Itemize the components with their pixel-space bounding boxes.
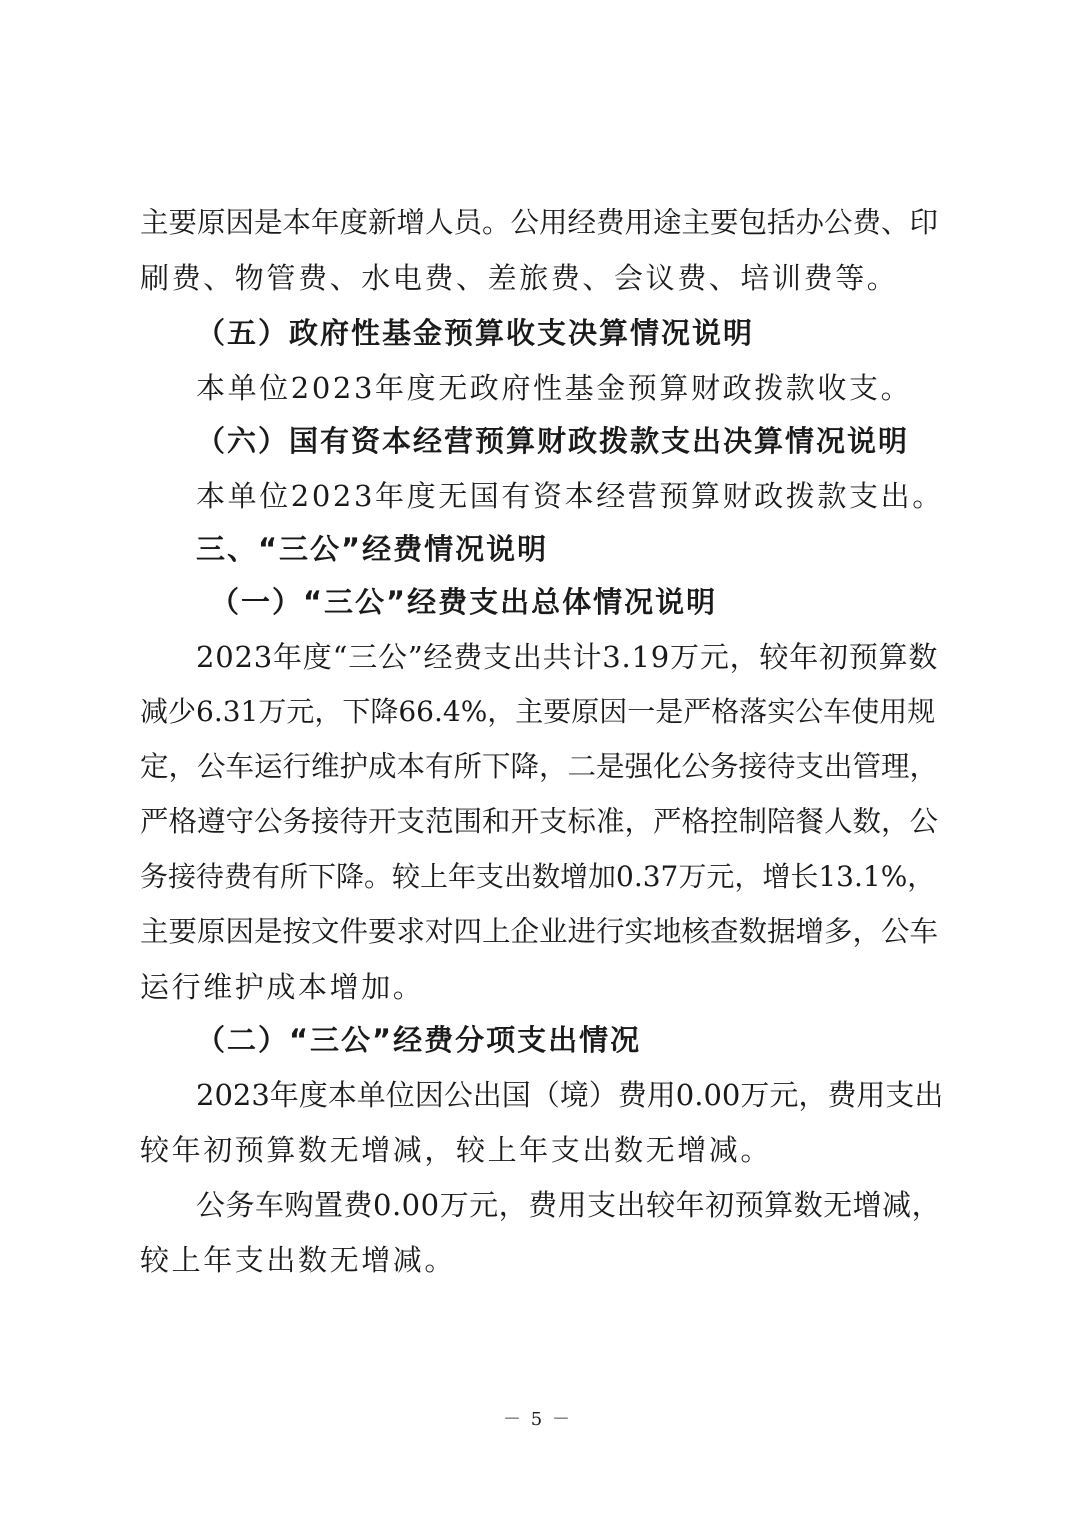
paragraph-line: 2023年度“三公”经费支出共计3.19万元，较年初预算数 bbox=[196, 640, 939, 674]
paragraph-line: 减少6.31万元，下降66.4%，主要原因一是严格落实公车使用规 bbox=[140, 695, 936, 728]
paragraph-line: 定，公车运行维护成本有所下降，二是强化公务接待支出管理， bbox=[140, 750, 939, 783]
paragraph-line: 严格遵守公务接待开支范围和开支标准，严格控制陪餐人数，公 bbox=[140, 805, 939, 838]
paragraph-line: 务接待费有所下降。较上年支出数增加0.37万元，增长13.1%， bbox=[140, 860, 936, 893]
chapter-heading: 三、“三公”经费情况说明 bbox=[196, 532, 549, 566]
paragraph-line: 公务车购置费0.00万元，费用支出较年初预算数无增减， bbox=[196, 1188, 942, 1222]
paragraph-line: 较上年支出数无增减。 bbox=[140, 1243, 457, 1277]
section-heading: （二）“三公”经费分项支出情况 bbox=[196, 1023, 642, 1057]
section-heading: （六）国有资本经营预算财政拨款支出决算情况说明 bbox=[196, 424, 910, 458]
paragraph-line: 较年初预算数无增减，较上年支出数无增减。 bbox=[140, 1133, 773, 1167]
page-number: － 5 － bbox=[503, 1409, 572, 1430]
section-heading: （一）“三公”经费支出总体情况说明 bbox=[210, 585, 718, 619]
paragraph-line: 本单位2023年度无政府性基金预算财政拨款收支。 bbox=[196, 371, 913, 405]
paragraph-line: 刷费、物管费、水电费、差旅费、会议费、培训费等。 bbox=[140, 261, 899, 295]
paragraph-line: 主要原因是按文件要求对四上企业进行实地核查数据增多，公车 bbox=[140, 915, 939, 948]
paragraph-line: 本单位2023年度无国有资本经营预算财政拨款支出。 bbox=[196, 479, 944, 513]
paragraph-line: 运行维护成本增加。 bbox=[140, 970, 425, 1004]
section-heading: （五）政府性基金预算收支决算情况说明 bbox=[196, 316, 755, 350]
paragraph-line: 主要原因是本年度新增人员。公用经费用途主要包括办公费、印 bbox=[140, 206, 939, 239]
paragraph-line: 2023年度本单位因公出国（境）费用0.00万元，费用支出 bbox=[196, 1078, 944, 1112]
